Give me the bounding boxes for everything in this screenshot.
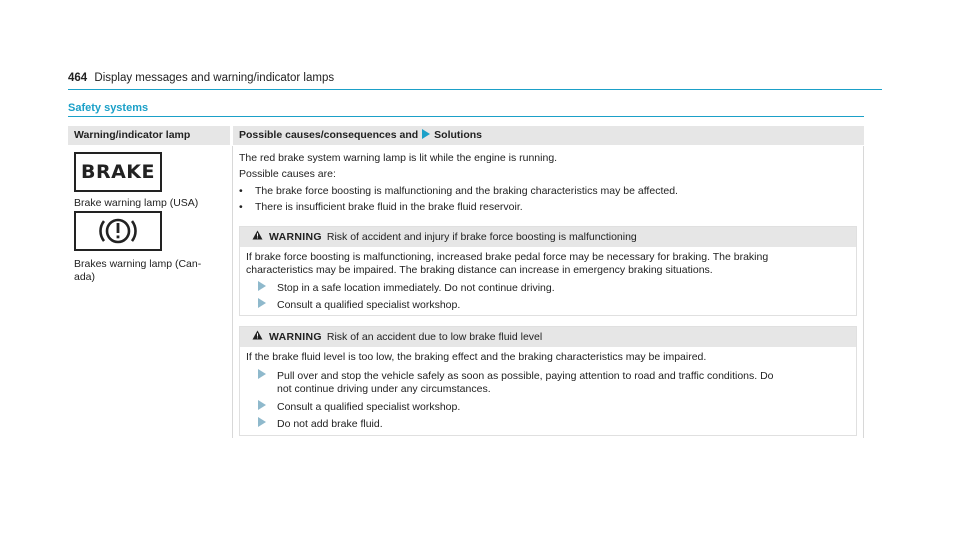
brake-lamp-caption: Brake warning lamp (USA) bbox=[74, 197, 199, 209]
warning-step-text: Pull over and stop the vehicle safely as soon as possible, paying attention to road and traffic conditions. Do bbox=[277, 370, 774, 382]
warning-header bbox=[240, 227, 856, 247]
warning-step-text: Stop in a safe location immediately. Do not continue driving. bbox=[277, 282, 555, 294]
warning-step bbox=[246, 281, 555, 295]
page-number: 464 bbox=[68, 72, 88, 84]
section-title: Safety systems bbox=[68, 102, 149, 114]
warning-step bbox=[246, 400, 460, 414]
warning-label: WARNING bbox=[269, 231, 322, 243]
warning-text: If the brake fluid level is too low, the braking effect and the braking characteristics may be impaired. bbox=[246, 351, 707, 363]
warning-label: WARNING bbox=[269, 331, 322, 343]
warning-title: Risk of an accident due to low brake fluid level bbox=[326, 331, 543, 343]
cause-list-item bbox=[239, 184, 678, 198]
warning-step-text: Do not add brake fluid. bbox=[277, 418, 383, 430]
warning-text-line1: If brake force boosting is malfunctioning, increased brake pedal force may be necessary for braking. The braking bbox=[246, 251, 769, 263]
step-arrow-icon bbox=[258, 298, 266, 308]
warning-step bbox=[246, 417, 383, 431]
warning-step bbox=[246, 298, 460, 312]
brake-warning-lamp-icon: BRAKE bbox=[74, 152, 162, 192]
cause-list-item bbox=[239, 200, 523, 214]
page-header-title: Display messages and warning/indicator lamps bbox=[94, 72, 335, 84]
column-header-solutions-label: Solutions bbox=[434, 129, 483, 141]
warning-step-continuation: not continue driving under any circumstances. bbox=[277, 383, 491, 395]
warning-step-text: Consult a qualified specialist workshop. bbox=[277, 401, 461, 413]
section-rule bbox=[68, 116, 864, 117]
warning-box-force-boosting bbox=[239, 226, 857, 316]
warning-title: Risk of accident and injury if brake force boosting is malfunctioning bbox=[326, 231, 637, 243]
warning-step bbox=[246, 369, 774, 383]
cause-text: There is insufficient brake fluid in the brake fluid reservoir. bbox=[255, 201, 523, 213]
warning-step-text: Consult a qualified specialist workshop. bbox=[277, 299, 461, 311]
step-arrow-icon bbox=[258, 369, 266, 379]
column-header-causes-label: Possible causes/consequences and bbox=[239, 129, 419, 141]
brakes-lamp-caption-line2: ada) bbox=[74, 271, 96, 283]
warning-triangle-icon bbox=[252, 230, 263, 243]
step-arrow-icon bbox=[258, 400, 266, 410]
table-header-row bbox=[68, 126, 864, 145]
warning-header bbox=[240, 327, 856, 347]
step-arrow-icon bbox=[258, 417, 266, 427]
solutions-arrow-icon bbox=[422, 129, 430, 139]
column-header-lamp: Warning/indicator lamp bbox=[68, 126, 230, 145]
warning-triangle-icon bbox=[252, 330, 263, 343]
brakes-lamp-caption-line1: Brakes warning lamp (Can- bbox=[74, 258, 202, 270]
column-separator bbox=[232, 146, 233, 438]
description-line1: The red brake system warning lamp is lit while the engine is running. bbox=[239, 152, 558, 164]
page-header bbox=[68, 72, 334, 84]
warning-box-low-brake-fluid bbox=[239, 326, 857, 436]
step-arrow-icon bbox=[258, 281, 266, 291]
bullet-icon: • bbox=[239, 185, 243, 197]
column-header-causes bbox=[233, 126, 864, 145]
cause-text: The brake force boosting is malfunctioning and the braking characteristics may be affected. bbox=[255, 185, 678, 197]
description-line2: Possible causes are: bbox=[239, 168, 336, 180]
bullet-icon: • bbox=[239, 201, 243, 213]
header-rule bbox=[68, 89, 882, 90]
brakes-circle-warning-icon bbox=[74, 211, 162, 251]
warning-text-line2: characteristics may be impaired. The braking distance can increase in emergency braking situations. bbox=[246, 264, 713, 276]
table-right-border bbox=[863, 146, 864, 438]
